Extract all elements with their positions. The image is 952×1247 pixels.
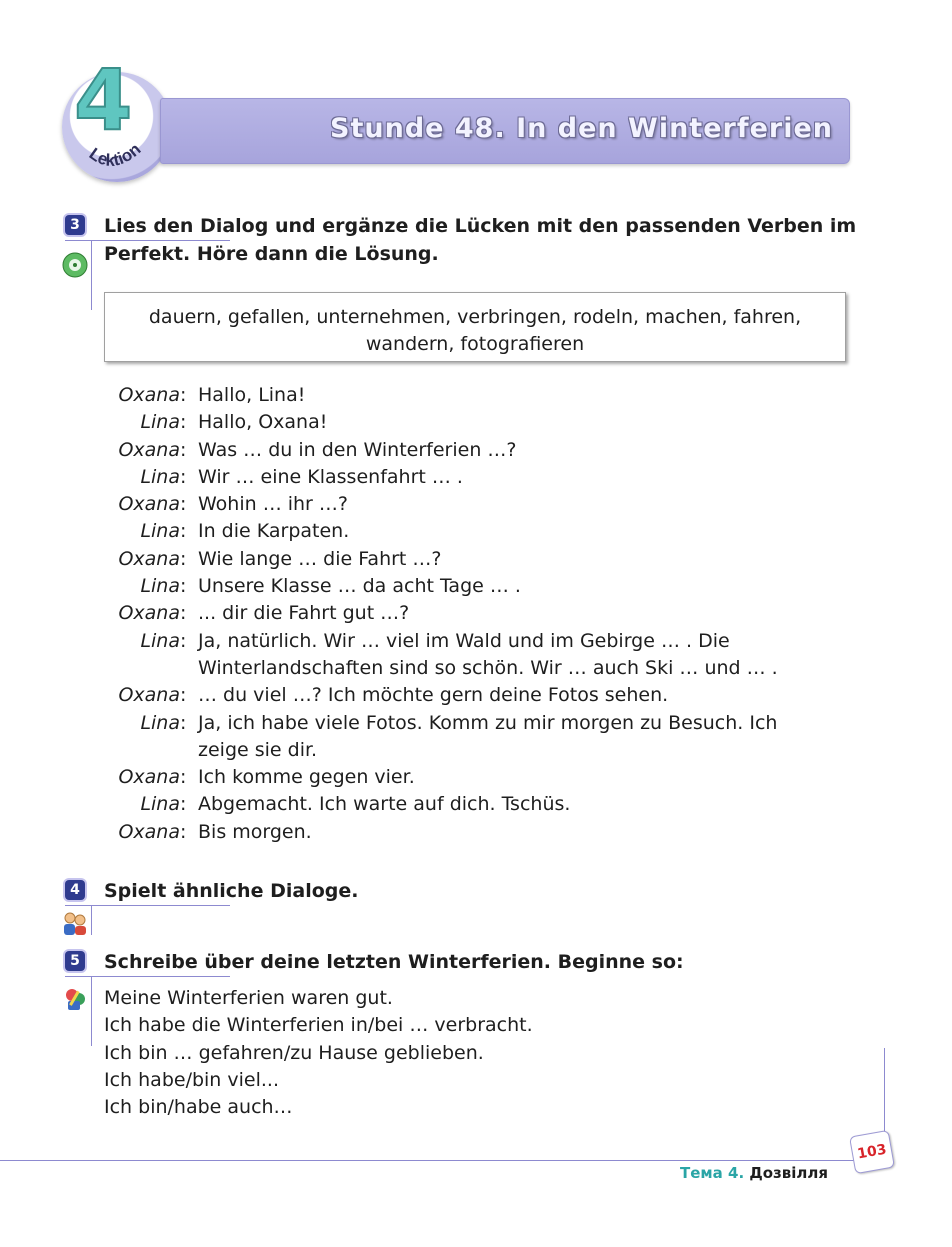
lesson-word-arc	[80, 112, 180, 182]
dialog-text: Wir … eine Klassenfahrt … .	[198, 465, 463, 488]
dialog-speaker: Oxana	[118, 384, 180, 406]
dialog-line	[104, 409, 844, 436]
dialog-line	[104, 710, 844, 737]
dialog-speaker: Lina	[140, 411, 180, 434]
dialog-colon: :	[180, 711, 187, 734]
dialog-line	[104, 546, 844, 573]
dialog-colon: :	[180, 766, 187, 789]
footer-topic: Дозвілля	[749, 1164, 829, 1182]
dialog-line	[104, 600, 844, 627]
title-bar	[160, 98, 850, 164]
exercise-4-underline	[65, 905, 230, 906]
footer-rule	[0, 1160, 860, 1161]
dialog-colon: :	[180, 520, 187, 543]
lesson-word: Lektion	[85, 139, 145, 170]
dialog-speaker: Oxana	[118, 493, 180, 516]
dialog-text: Hallo, Lina!	[198, 384, 306, 406]
dialog-speaker: Oxana	[118, 547, 180, 570]
dialog-speaker: Lina	[140, 793, 180, 816]
dialog-speaker: Oxana	[118, 602, 180, 625]
exercise-4-rule	[91, 905, 92, 935]
dialog-text: In die Karpaten.	[198, 520, 350, 543]
dialog	[104, 382, 844, 846]
dialog-line	[104, 382, 844, 409]
exercise-3-instruction-1: Lies den Dialog und ergänze die Lücken mit den passenden Verben im	[104, 215, 857, 237]
writing-prompt-line: Ich bin … gefahren/zu Hause geblieben.	[104, 1041, 484, 1064]
dialog-line	[104, 655, 844, 682]
cd-audio-icon	[62, 252, 88, 278]
exercise-3-instruction-2: Perfekt. Höre dann die Lösung.	[104, 243, 439, 265]
dialog-text: Ja, ich habe viele Fotos. Komm zu mir morgen zu Besuch. Ich	[198, 711, 778, 734]
dialog-speaker: Oxana	[118, 684, 180, 707]
dialog-colon	[180, 655, 198, 682]
dialog-speaker: Oxana	[118, 820, 180, 843]
svg-text:Lektion	[86, 139, 145, 169]
dialog-speaker: Lina	[140, 629, 180, 652]
dialog-text: Hallo, Oxana!	[198, 411, 328, 434]
dialog-text: Unsere Klasse … da acht Tage … .	[198, 575, 521, 598]
dialog-speaker: Lina	[140, 711, 180, 734]
page-number: 103	[849, 1130, 895, 1174]
writing-prompt-line: Ich habe/bin viel...	[104, 1068, 279, 1091]
dialog-colon: :	[180, 629, 187, 652]
footer-tema-label: Тема 4.	[680, 1164, 745, 1182]
exercise-4-instruction: Spielt ähnliche Dialoge.	[104, 880, 359, 902]
dialog-line	[104, 573, 844, 600]
dialog-speaker: Lina	[140, 575, 180, 598]
writing-prompt-line: Ich habe die Winterferien in/bei … verbracht.	[104, 1014, 533, 1037]
writing-icon	[62, 986, 88, 1012]
word-box	[104, 292, 846, 362]
dialog-text: Wohin … ihr …?	[198, 493, 348, 516]
dialog-colon: :	[180, 438, 187, 461]
writing-prompt-line: Meine Winterferien waren gut.	[104, 987, 393, 1009]
dialog-text: Was … du in den Winterferien …?	[198, 438, 517, 461]
dialog-text: Winterlandschaften sind so schön. Wir … auch Ski … und … .	[198, 656, 778, 679]
dialog-speaker	[104, 737, 180, 764]
dialog-line	[104, 628, 844, 655]
dialog-speaker	[104, 655, 180, 682]
dialog-speaker: Oxana	[118, 766, 180, 789]
dialog-text: Ja, natürlich. Wir … viel im Wald und im Gebirge … . Die	[198, 629, 730, 652]
writing-prompt-line: Ich bin/habe auch…	[104, 1096, 293, 1119]
writing-prompts	[104, 985, 533, 1121]
dialog-text: zeige sie dir.	[198, 738, 318, 761]
dialog-text: Abgemacht. Ich warte auf dich. Tschüs.	[198, 793, 571, 816]
exercise-3-number: 3	[65, 215, 85, 235]
dialog-line	[104, 791, 844, 818]
dialog-line	[104, 437, 844, 464]
dialog-speaker: Lina	[140, 465, 180, 488]
dialog-text: Wie lange … die Fahrt …?	[198, 547, 442, 570]
dialog-colon: :	[180, 575, 187, 598]
footer-caption	[680, 1164, 828, 1182]
exercise-5-rule	[91, 976, 92, 1046]
dialog-speaker: Oxana	[118, 438, 180, 461]
lesson-number: 4	[74, 51, 133, 149]
exercise-4-number: 4	[65, 880, 85, 900]
dialog-text: … du viel …? Ich möchte gern deine Fotos sehen.	[198, 684, 669, 707]
exercise-5-instruction: Schreibe über deine letzten Winterferien. Beginne so:	[104, 951, 684, 973]
dialog-colon: :	[180, 820, 187, 843]
dialog-line	[104, 819, 844, 846]
pair-work-icon	[62, 910, 88, 936]
word-box-line-1: dauern, gefallen, unternehmen, verbringen, rodeln, machen, fahren,	[148, 306, 802, 328]
dialog-speaker: Lina	[140, 520, 180, 543]
word-box-line-2: wandern, fotografieren	[365, 333, 585, 355]
dialog-colon: :	[180, 602, 187, 625]
dialog-text: ... dir die Fahrt gut …?	[198, 602, 410, 625]
exercise-5-underline	[65, 976, 230, 977]
dialog-line	[104, 464, 844, 491]
page-title: Stunde 48. In den Winterferien	[330, 113, 833, 144]
dialog-colon: :	[180, 384, 187, 406]
dialog-colon: :	[180, 411, 187, 434]
dialog-line	[104, 737, 844, 764]
dialog-line	[104, 682, 844, 709]
exercise-3-rule	[91, 240, 92, 310]
dialog-text: Bis morgen.	[198, 820, 312, 843]
dialog-colon: :	[180, 465, 187, 488]
dialog-colon	[180, 737, 198, 764]
dialog-line	[104, 491, 844, 518]
dialog-text: Ich komme gegen vier.	[198, 766, 415, 789]
dialog-colon: :	[180, 493, 187, 516]
dialog-colon: :	[180, 793, 187, 816]
dialog-line	[104, 764, 844, 791]
dialog-colon: :	[180, 547, 187, 570]
dialog-colon: :	[180, 684, 187, 707]
dialog-line	[104, 518, 844, 545]
footer-rule-vertical	[884, 1048, 885, 1134]
exercise-5-number: 5	[65, 951, 85, 971]
